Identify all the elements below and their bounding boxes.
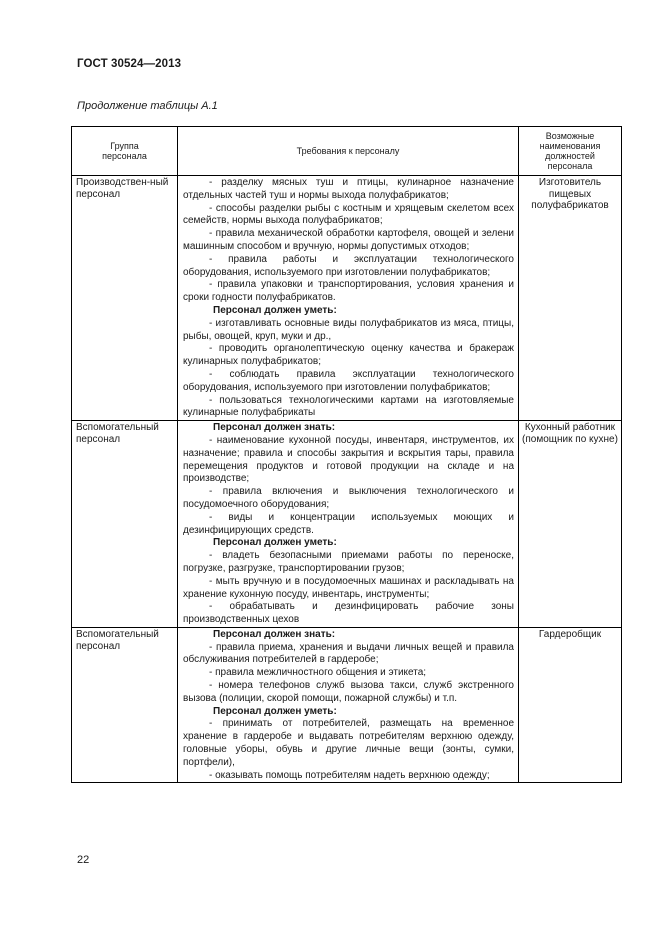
requirement-item: - номера телефонов служб вызова такси, служб экстренного вызова (полиции, скорой помощи, пожарной службы) и т.п.: [183, 680, 514, 704]
column-header-positions: Возможные наименования должностей персонала: [519, 127, 622, 176]
position-cell: Гардеробщик: [519, 627, 622, 783]
requirement-item: - правила упаковки и транспортирования, условия хранения и сроки годности полуфабрикатов.: [183, 279, 514, 304]
requirement-item: - соблюдать правила эксплуатации технологического оборудования, используемого при изготовлении полуфабрикатов;: [183, 368, 514, 393]
position-cell: Кухонный работник (помощник по кухне): [519, 421, 622, 628]
requirement-item: - проводить органолептическую оценку качества и бракераж кулинарных полуфабрикатов;: [183, 343, 514, 368]
requirement-item: - правила межличностного общения и этикета;: [209, 667, 427, 679]
requirements-cell: [178, 421, 519, 628]
requirement-item: - правила приема, хранения и выдачи личных вещей и правила обслуживания потребителей в гардеробе;: [183, 641, 514, 666]
requirements-cell: [178, 176, 519, 421]
requirement-item: - наименование кухонной посуды, инвентаря, инструментов, их назначение; правила и способы закрытия и вскрытия тары, правила перемещения продуктов и готовой продукции на складе и на производстве;: [183, 434, 514, 485]
requirements-cell: [178, 627, 519, 783]
requirement-item: - правила механической обработки картофеля, овощей и зелени машинным способом и вручную, нормы допустимых отходов;: [183, 228, 514, 252]
table-row: [72, 627, 622, 783]
requirement-item: - принимать от потребителей, размещать на временное хранение в гардеробе и выдавать потребителям верхнюю одежду, головные уборы, обувь и другие личные вещи (зонты, сумки, портфели),: [183, 718, 514, 768]
group-cell: Вспомогательный персонал: [72, 421, 178, 628]
table-row: [72, 176, 622, 421]
requirement-item: - правила работы и эксплуатации технологического оборудования, используемого при изготовлении полуфабрикатов;: [183, 253, 514, 278]
table-caption: Продолжение таблицы А.1: [77, 100, 218, 112]
requirement-item: - оказывать помощь потребителям надеть верхнюю одежду;: [209, 769, 490, 781]
requirement-item: - способы разделки рыбы с костным и хрящевым скелетом всех семейств, нормы выхода полуфабрикатов;: [183, 202, 514, 227]
position-cell: Изготовитель пищевых полуфабрикатов: [519, 176, 622, 421]
table-row: [72, 421, 622, 628]
requirement-item: - пользоваться технологическими картами на изготовляемые кулинарные полуфабрикаты: [183, 394, 514, 419]
requirement-item: - обрабатывать и дезинфицировать рабочие зоны производственных цехов: [183, 601, 514, 626]
personnel-requirements-table: [71, 126, 622, 783]
standard-designation: ГОСТ 30524—2013: [77, 58, 182, 70]
column-header-requirements: Требования к персоналу: [178, 127, 519, 176]
requirement-heading: Персонал должен знать:: [213, 628, 336, 640]
requirement-heading: Персонал должен уметь:: [213, 537, 337, 549]
requirement-item: - владеть безопасными приемами работы по переноске, погрузке, разгрузке, транспортировании грузов;: [183, 550, 514, 574]
page-number: 22: [77, 854, 90, 866]
requirement-item: - виды и концентрации используемых моющих и дезинфицирующих средств.: [183, 511, 514, 536]
group-cell: Вспомогательный персонал: [72, 627, 178, 783]
table-header-row: [72, 127, 622, 176]
requirement-heading: Персонал должен уметь:: [213, 705, 337, 717]
requirement-item: - изготавливать основные виды полуфабрикатов из мяса, птицы, рыбы, овощей, круп, муки и др.,: [183, 317, 514, 342]
requirement-item: - разделку мясных туш и птицы, кулинарное назначение отдельных частей туш и нормы выхода полуфабрикатов;: [183, 177, 514, 201]
group-cell: Производствен-ный персонал: [72, 176, 178, 421]
requirement-heading: Персонал должен знать:: [213, 422, 336, 434]
requirement-item: - правила включения и выключения технологического и посудомоечного оборудования;: [183, 486, 514, 510]
requirement-heading: Персонал должен уметь:: [213, 304, 337, 316]
column-header-group: Группа персонала: [72, 127, 178, 176]
requirement-item: - мыть вручную и в посудомоечных машинах и раскладывать на хранение кухонную посуду, инвентарь, инструменты;: [183, 575, 514, 600]
